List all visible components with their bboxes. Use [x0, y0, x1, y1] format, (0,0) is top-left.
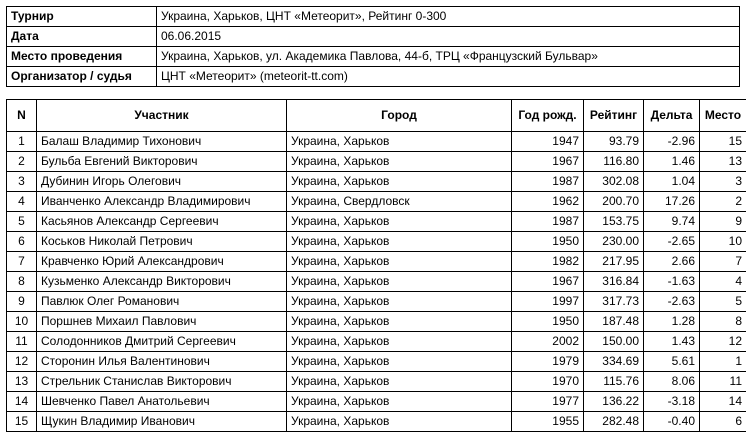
info-label: Дата — [7, 27, 157, 47]
cell-delta: -3.18 — [644, 392, 700, 412]
table-row — [7, 372, 746, 392]
cell-rating: 136.22 — [584, 392, 644, 412]
cell-city: Украина, Харьков — [287, 232, 512, 252]
cell-delta: 1.04 — [644, 172, 700, 192]
info-label: Место проведения — [7, 47, 157, 67]
cell-birth-year: 1947 — [512, 132, 584, 152]
cell-rating: 217.95 — [584, 252, 644, 272]
cell-birth-year: 1950 — [512, 312, 584, 332]
cell-participant: Павлюк Олег Романович — [37, 292, 287, 312]
cell-rating: 153.75 — [584, 212, 644, 232]
cell-city: Украина, Харьков — [287, 372, 512, 392]
table-row — [7, 412, 746, 432]
cell-place: 11 — [700, 372, 746, 392]
cell-participant: Кравченко Юрий Александрович — [37, 252, 287, 272]
results-table — [6, 99, 746, 432]
cell-rating: 116.80 — [584, 152, 644, 172]
table-row — [7, 332, 746, 352]
cell-participant: Кузьменко Александр Викторович — [37, 272, 287, 292]
cell-participant: Солодонников Дмитрий Сергеевич — [37, 332, 287, 352]
cell-n: 3 — [7, 172, 37, 192]
cell-birth-year: 1987 — [512, 212, 584, 232]
table-row — [7, 252, 746, 272]
cell-rating: 317.73 — [584, 292, 644, 312]
cell-participant: Щукин Владимир Иванович — [37, 412, 287, 432]
cell-birth-year: 1979 — [512, 352, 584, 372]
cell-place: 12 — [700, 332, 746, 352]
cell-delta: 1.46 — [644, 152, 700, 172]
table-row — [7, 292, 746, 312]
cell-city: Украина, Харьков — [287, 132, 512, 152]
cell-delta: -1.63 — [644, 272, 700, 292]
cell-city: Украина, Харьков — [287, 392, 512, 412]
cell-city: Украина, Харьков — [287, 312, 512, 332]
info-value: 06.06.2015 — [157, 27, 740, 47]
cell-birth-year: 1967 — [512, 272, 584, 292]
cell-rating: 282.48 — [584, 412, 644, 432]
cell-participant: Поршнев Михаил Павлович — [37, 312, 287, 332]
cell-birth-year: 1987 — [512, 172, 584, 192]
cell-participant: Бульба Евгений Викторович — [37, 152, 287, 172]
info-value: ЦНТ «Метеорит» (meteorit-tt.com) — [157, 67, 740, 87]
cell-delta: 1.28 — [644, 312, 700, 332]
tournament-info-table — [6, 6, 740, 87]
cell-delta: 8.06 — [644, 372, 700, 392]
table-row — [7, 152, 746, 172]
cell-place: 8 — [700, 312, 746, 332]
header-delta: Дельта — [644, 100, 700, 132]
cell-birth-year: 1955 — [512, 412, 584, 432]
cell-city: Украина, Харьков — [287, 172, 512, 192]
table-row — [7, 212, 746, 232]
cell-rating: 334.69 — [584, 352, 644, 372]
cell-city: Украина, Харьков — [287, 272, 512, 292]
header-n: N — [7, 100, 37, 132]
cell-participant: Дубинин Игорь Олегович — [37, 172, 287, 192]
cell-place: 7 — [700, 252, 746, 272]
cell-rating: 302.08 — [584, 172, 644, 192]
table-row — [7, 272, 746, 292]
cell-participant: Стрельник Станислав Викторович — [37, 372, 287, 392]
cell-place: 4 — [700, 272, 746, 292]
cell-place: 2 — [700, 192, 746, 212]
cell-n: 11 — [7, 332, 37, 352]
info-row — [7, 27, 740, 47]
cell-birth-year: 1977 — [512, 392, 584, 412]
cell-participant: Шевченко Павел Анатольевич — [37, 392, 287, 412]
cell-delta: -2.96 — [644, 132, 700, 152]
cell-delta: 2.66 — [644, 252, 700, 272]
header-rating: Рейтинг — [584, 100, 644, 132]
info-row — [7, 7, 740, 27]
table-row — [7, 232, 746, 252]
cell-delta: 5.61 — [644, 352, 700, 372]
table-row — [7, 312, 746, 332]
cell-rating: 93.79 — [584, 132, 644, 152]
cell-birth-year: 1962 — [512, 192, 584, 212]
cell-n: 10 — [7, 312, 37, 332]
cell-n: 1 — [7, 132, 37, 152]
table-row — [7, 172, 746, 192]
cell-city: Украина, Харьков — [287, 332, 512, 352]
cell-birth-year: 1997 — [512, 292, 584, 312]
cell-participant: Касьянов Александр Сергеевич — [37, 212, 287, 232]
info-row — [7, 47, 740, 67]
table-row — [7, 132, 746, 152]
cell-birth-year: 1970 — [512, 372, 584, 392]
cell-n: 2 — [7, 152, 37, 172]
cell-delta: -2.63 — [644, 292, 700, 312]
cell-n: 5 — [7, 212, 37, 232]
cell-city: Украина, Харьков — [287, 252, 512, 272]
cell-n: 9 — [7, 292, 37, 312]
cell-n: 15 — [7, 412, 37, 432]
cell-birth-year: 1967 — [512, 152, 584, 172]
cell-place: 3 — [700, 172, 746, 192]
cell-place: 10 — [700, 232, 746, 252]
cell-delta: 17.26 — [644, 192, 700, 212]
results-header-row — [7, 100, 746, 132]
cell-participant: Балаш Владимир Тихонович — [37, 132, 287, 152]
cell-n: 4 — [7, 192, 37, 212]
cell-place: 1 — [700, 352, 746, 372]
cell-rating: 150.00 — [584, 332, 644, 352]
cell-place: 5 — [700, 292, 746, 312]
header-birth-year: Год рожд. — [512, 100, 584, 132]
cell-delta: -0.40 — [644, 412, 700, 432]
table-row — [7, 352, 746, 372]
cell-birth-year: 2002 — [512, 332, 584, 352]
cell-rating: 230.00 — [584, 232, 644, 252]
cell-participant: Коськов Николай Петрович — [37, 232, 287, 252]
table-row — [7, 192, 746, 212]
cell-birth-year: 1950 — [512, 232, 584, 252]
cell-place: 14 — [700, 392, 746, 412]
table-row — [7, 392, 746, 412]
cell-city: Украина, Харьков — [287, 412, 512, 432]
cell-place: 9 — [700, 212, 746, 232]
cell-n: 13 — [7, 372, 37, 392]
header-city: Город — [287, 100, 512, 132]
cell-city: Украина, Харьков — [287, 212, 512, 232]
cell-place: 15 — [700, 132, 746, 152]
header-participant: Участник — [37, 100, 287, 132]
cell-n: 12 — [7, 352, 37, 372]
cell-place: 13 — [700, 152, 746, 172]
cell-birth-year: 1982 — [512, 252, 584, 272]
cell-delta: 9.74 — [644, 212, 700, 232]
cell-city: Украина, Харьков — [287, 152, 512, 172]
cell-rating: 187.48 — [584, 312, 644, 332]
cell-n: 8 — [7, 272, 37, 292]
info-label: Организатор / судья — [7, 67, 157, 87]
info-row — [7, 67, 740, 87]
cell-n: 14 — [7, 392, 37, 412]
info-value: Украина, Харьков, ул. Академика Павлова, 44-б, ТРЦ «Французский Бульвар» — [157, 47, 740, 67]
header-place: Место — [700, 100, 746, 132]
cell-city: Украина, Харьков — [287, 292, 512, 312]
cell-city: Украина, Свердловск — [287, 192, 512, 212]
info-value: Украина, Харьков, ЦНТ «Метеорит», Рейтинг 0-300 — [157, 7, 740, 27]
cell-delta: 1.43 — [644, 332, 700, 352]
cell-delta: -2.65 — [644, 232, 700, 252]
cell-city: Украина, Харьков — [287, 352, 512, 372]
cell-n: 6 — [7, 232, 37, 252]
cell-place: 6 — [700, 412, 746, 432]
cell-rating: 316.84 — [584, 272, 644, 292]
info-label: Турнир — [7, 7, 157, 27]
cell-n: 7 — [7, 252, 37, 272]
cell-participant: Сторонин Илья Валентинович — [37, 352, 287, 372]
cell-rating: 115.76 — [584, 372, 644, 392]
cell-rating: 200.70 — [584, 192, 644, 212]
cell-participant: Иванченко Александр Владимирович — [37, 192, 287, 212]
